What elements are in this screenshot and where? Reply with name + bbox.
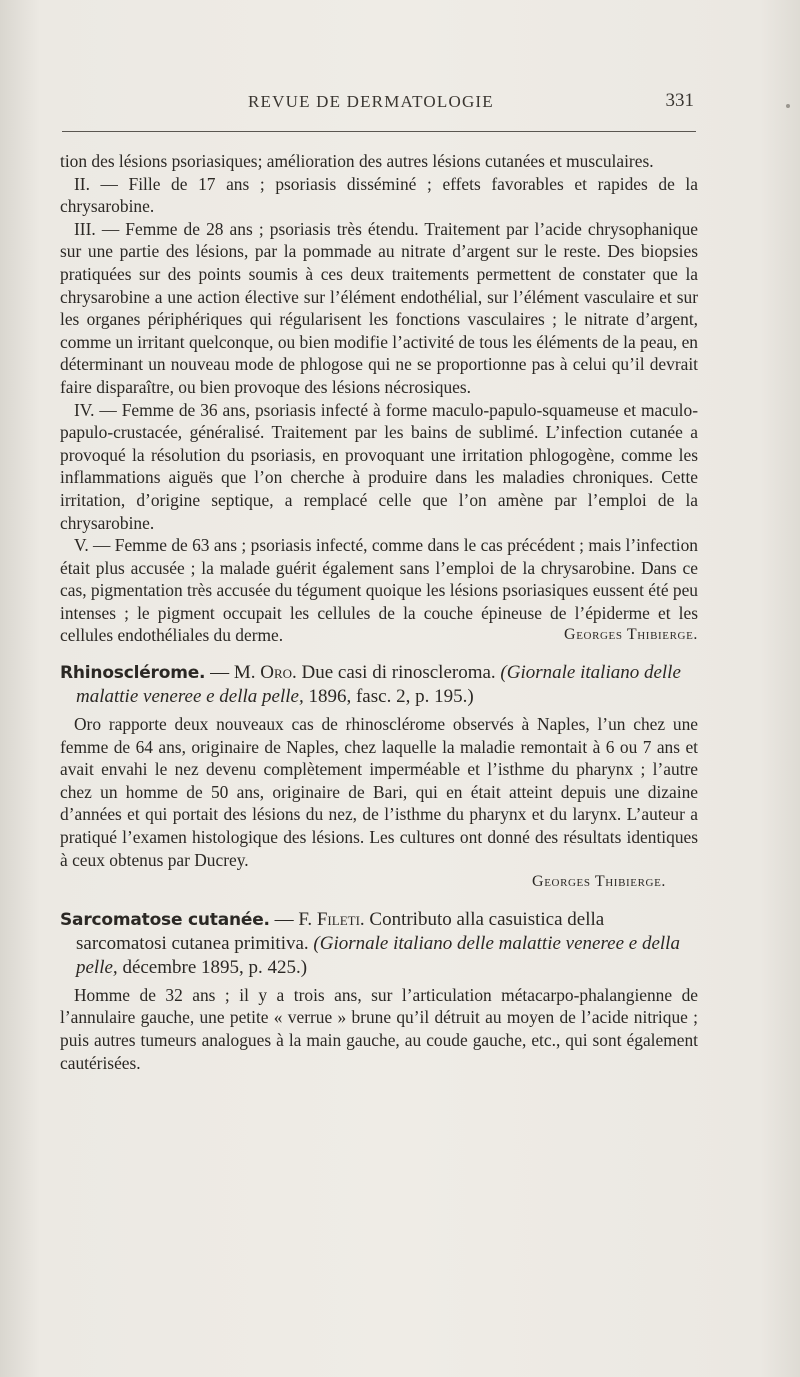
signature-thibierge-2: Georges Thibierge.: [532, 873, 666, 891]
section-title: Sarcomatose cutanée.: [60, 909, 270, 930]
journal-title: REVUE DE DERMATOLOGIE: [248, 92, 494, 111]
section-author: — F. Fileti.: [274, 908, 365, 930]
section-body: Homme de 32 ans ; il y a trois ans, sur l’articulation métacarpo-phalangienne de l’annulaire gauche, une petite « verrue » brune qu’il détruit au moyen de l’acide nitrique ; puis autres tumeurs analogues à la main gauche, au coude gauche, etc., qui sont également cautérisées.: [60, 984, 698, 1073]
section-heading: [60, 661, 698, 709]
article-body: [60, 150, 698, 1074]
running-header: [62, 92, 696, 122]
section-sarcomatose: [60, 908, 698, 1074]
section-rhinosclerome: [60, 661, 698, 894]
page-number: 331: [665, 90, 694, 111]
section-citation-details: 1896, fasc. 2, p. 195.): [308, 686, 474, 708]
paragraph-continuation: tion des lésions psoriasiques; amélioration des autres lésions cutanées et musculaires.: [60, 151, 654, 171]
section-body: Oro rapporte deux nouveaux cas de rhinosclérome observés à Naples, l’un chez une femme de 64 ans, originaire de Naples, chez laquelle la maladie remontait à 6 ou 7 ans et avait envahi le nez devenu complètement imperméable et l’isthme du pharynx ; l’autre chez un homme de 50 ans, originaire de Bari, qui en était atteint depuis une dizaine d’années et qui portait des lésions du nez, de l’isthme du pharynx et du larynx. L’auteur a pratiqué l’examen histologique des lésions. Les cultures ont donné des résultats identiques à ceux obtenus par Ducrey.: [60, 714, 698, 870]
paragraph-case-5-text: V. — Femme de 63 ans ; psoriasis infecté, comme dans le cas précédent ; mais l’infection était plus accusée ; la malade guérit également sans l’emploi de la chrysarobine. Dans ce cas, pigmentation très accusée du tégument quoique les lésions psoriasiques eussent été peu intenses ; le pigment occupait les cellules de la couche épineuse de l’épiderme et les cellules endothéliales du derme.: [60, 535, 698, 646]
signature-thibierge-1: Georges Thibierge.: [564, 626, 698, 644]
header-rule: [62, 131, 696, 132]
section-work-title: Contributo alla casuistica della sarcomatosi cutanea primitiva.: [76, 908, 605, 954]
section-citation-details: décembre 1895, p. 425.): [122, 956, 308, 978]
section-work-title: Due casi di rinoscleroma.: [301, 662, 496, 684]
paragraph-case-3: III. — Femme de 28 ans ; psoriasis très étendu. Traitement par l’acide chrysophanique sur une partie des lésions, par la pommade au nitrate d’argent sur le reste. Des biopsies pratiquées sur des points soumis à ces deux traitements permettent de constater que la chrysarobine a une action élective sur l’élément endothélial, sur l’élément vasculaire et sur les organes périphériques qui régularisent les fonctions vasculaires ; le nitrate d’argent, comme un irritant quelconque, ou bien modifie l’activité de tous les éléments de la peau, en déterminant un nouveau mode de phlogose qui ne se proportionne pas à celui qu’il devrait faire disparaître, ou bien provoque des lésions nécrosiques.: [60, 218, 698, 397]
section-journal: (Giornale italiano delle malattie veneree e della pelle,: [76, 932, 680, 978]
paragraph-case-4: IV. — Femme de 36 ans, psoriasis infecté à forme maculo-papulo-squameuse et maculo-papulo-crustacée, généralisé. Traitement par les bains de sublimé. L’infection cutanée a provoqué la résolution du psoriasis, en provoquant une irritation phlogogène, comme les inflammations aiguës que l’on cherche à produire dans les maladies chroniques. Cette irritation, d’origine septique, a remplacé celle que l’on amène par l’emploi de la chrysarobine.: [60, 399, 698, 533]
section-author: — M. Oro.: [210, 662, 297, 684]
section-title: Rhinosclérome.: [60, 663, 206, 684]
section-journal: (Giornale italiano delle malattie veneree e della pelle,: [76, 662, 681, 708]
paragraph-case-2: II. — Fille de 17 ans ; psoriasis disséminé ; effets favorables et rapides de la chrysarobine.: [60, 173, 698, 217]
section-heading: [60, 908, 698, 980]
paragraph-case-5: [60, 534, 698, 647]
margin-speck: [786, 104, 790, 108]
